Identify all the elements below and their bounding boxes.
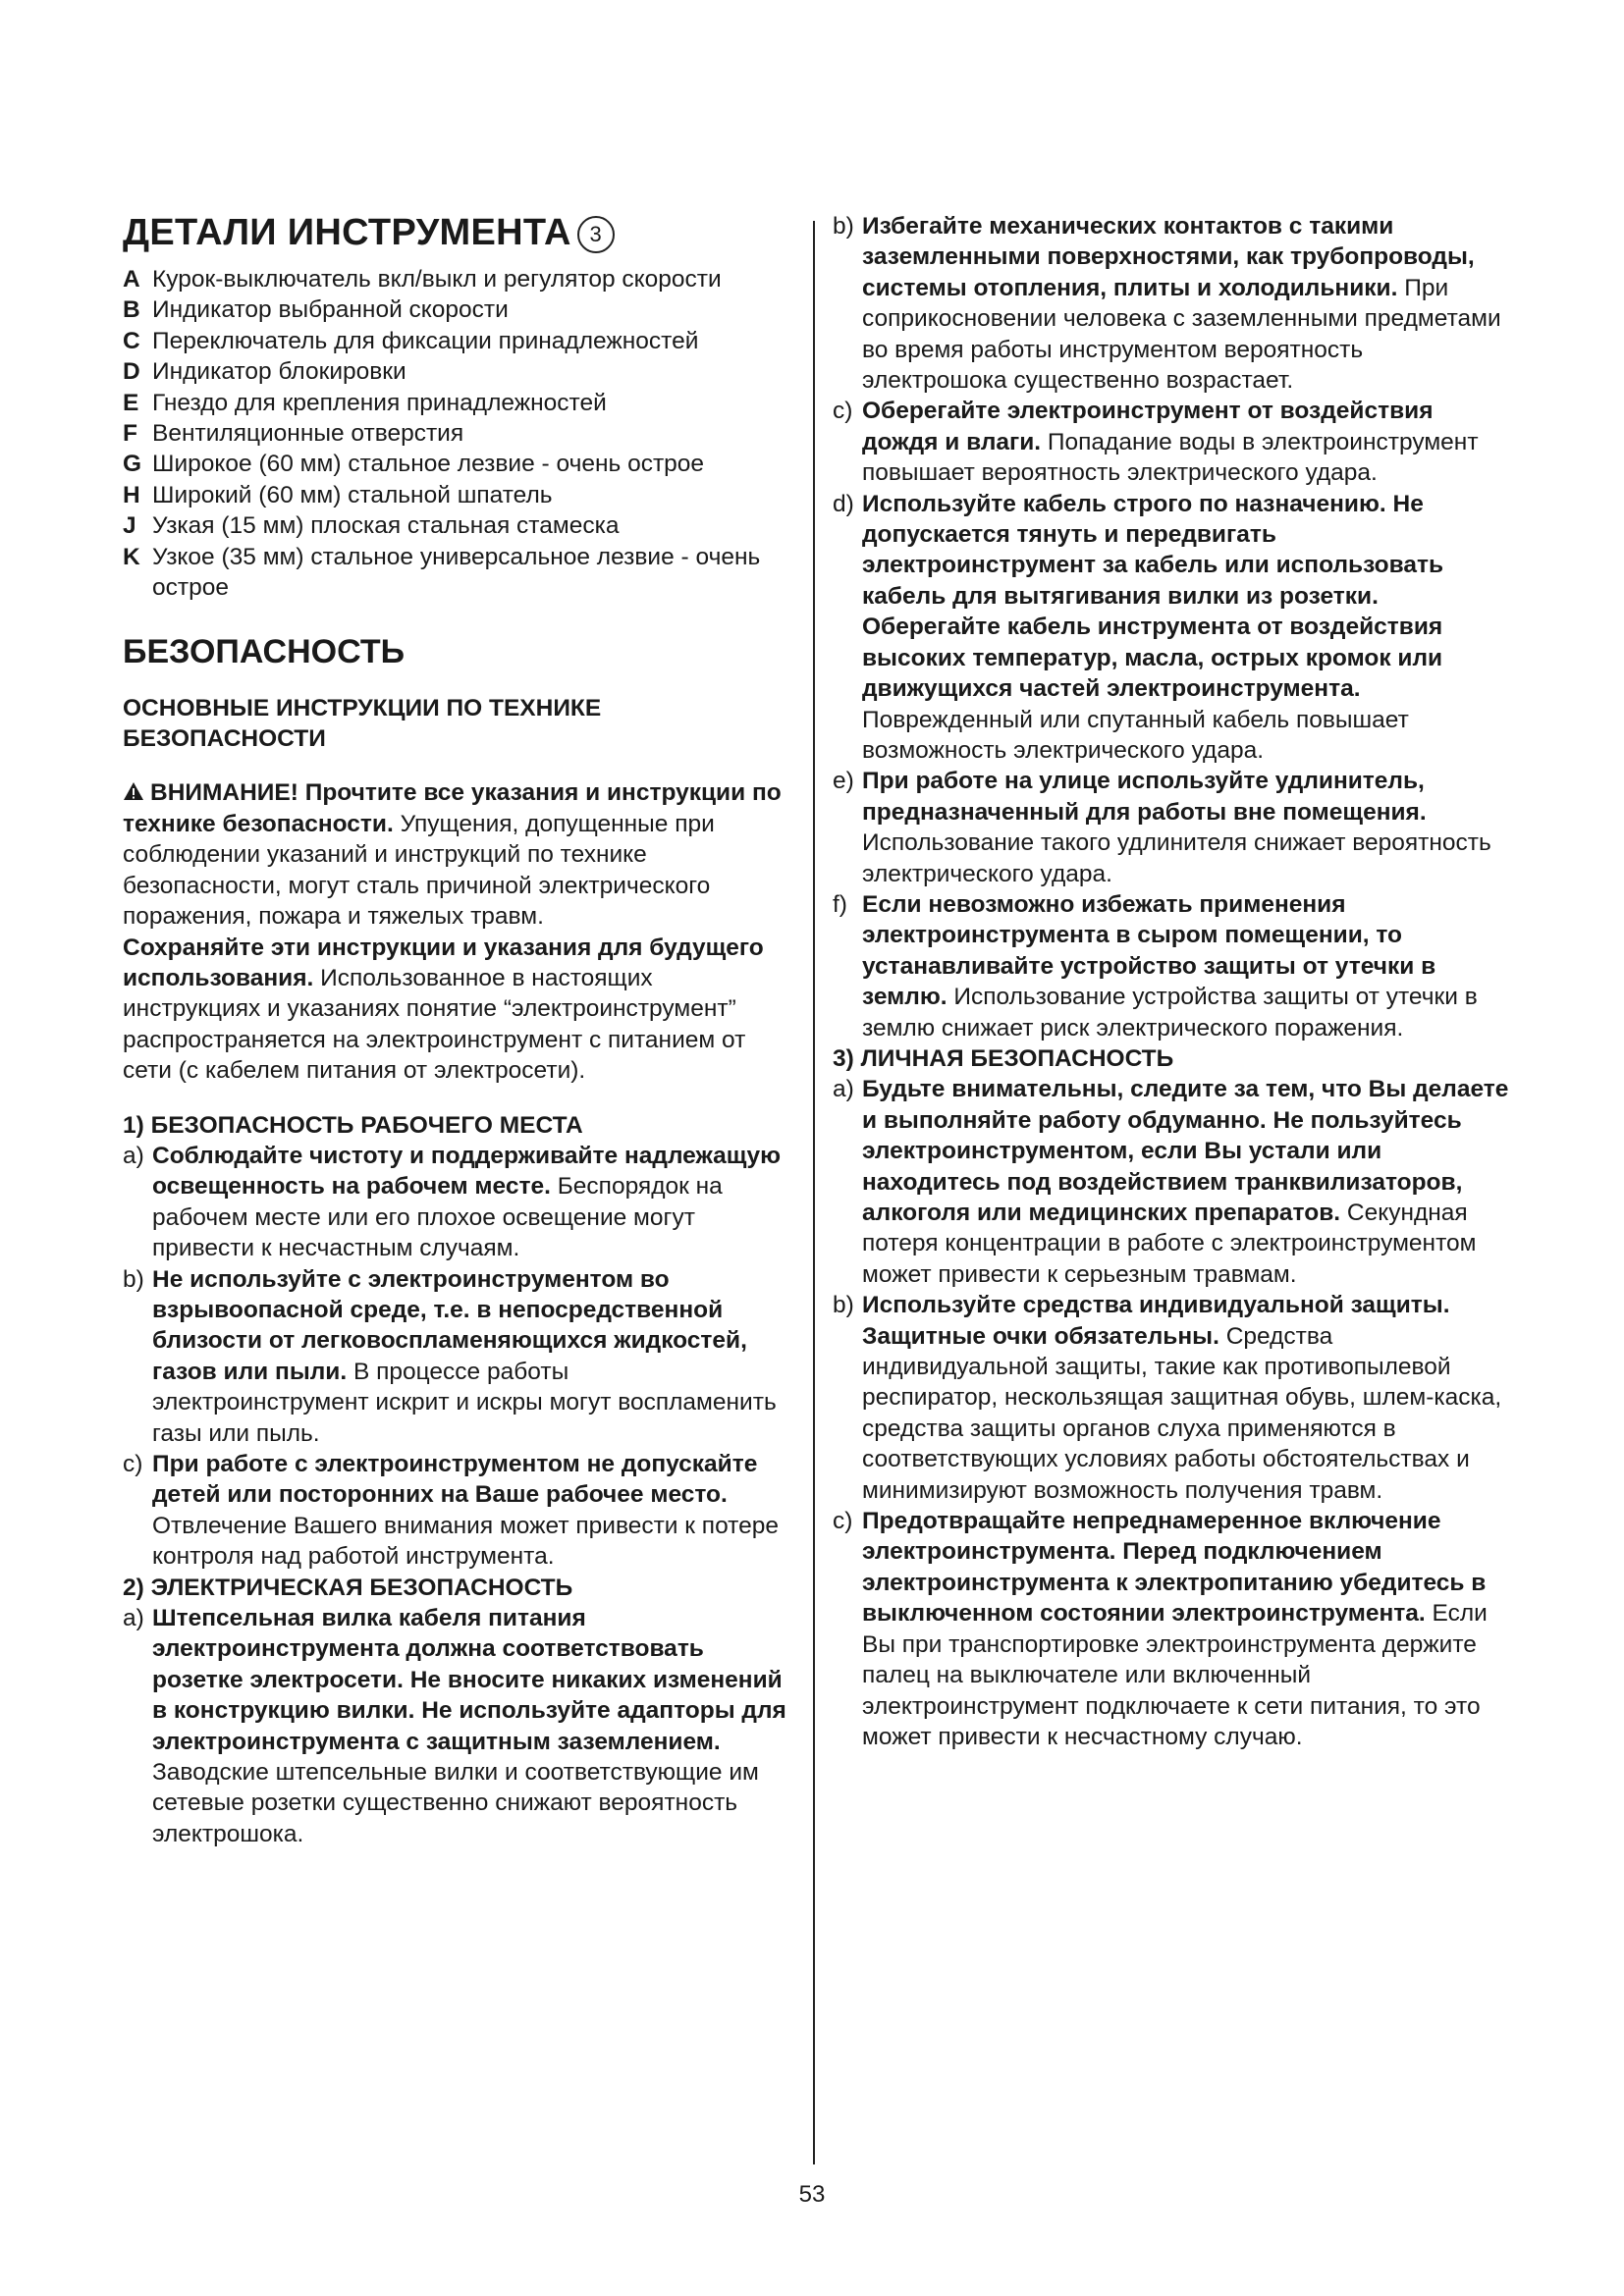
- list-item: d) Используйте кабель строго по назначению. Не допускается тянуть и передвигать электроинструмент за кабель или использовать кабель для вытягивания вилки из розетки. Оберегайте кабель инструмента от воздействия высоких температур, масла, острых кромок или движущихся частей электроинструмента. Поврежденный или спутанный кабель повышает возможность электрического удара.: [833, 490, 1444, 764]
- list-item: b) Не используйте с электроинструментом во взрывоопасной среде, т.е. в непосредственной близости от легковоспламеняющихся жидкостей, газов или пыли. В процессе работы электроинструмент искрит и искры могут воспламенить газы или пыль.: [123, 1265, 777, 1447]
- list-item: a) Будьте внимательны, следите за тем, что Вы делаете и выполняйте работу обдуманно. Не пользуйтесь электроинструментом, если Вы устали или находитесь под воздействием транквилизаторов, алкоголя или медицинских препаратов. Секундная потеря концентрации в работе с электроинструментом может привести к серьезным травмам.: [833, 1076, 1509, 1288]
- save-paragraph: Сохраняйте эти инструкции и указания для будущего использования. Использованное в настоящих инструкциях и указаниях понятие “электроинструмент” распространяется на электроинструмент с питанием от сети (с кабелем питания от электросети).: [123, 934, 764, 1085]
- left-column: [123, 211, 790, 1849]
- list-item: H Широкий (60 мм) стальной шпатель: [123, 481, 553, 508]
- electrical-heading: 2) ЭЛЕКТРИЧЕСКАЯ БЕЗОПАСНОСТЬ: [123, 1574, 573, 1601]
- list-item: b) Избегайте механических контактов с такими заземленными поверхностями, как трубопроводы, системы отопления, плиты и холодильники. При соприкосновении человека с заземленными предметами во время работы инструментом вероятность электрошока существенно возрастает.: [833, 213, 1501, 395]
- list-item: A Курок-выключатель вкл/выкл и регулятор скорости: [123, 266, 722, 293]
- list-item: E Гнездо для крепления принадлежностей: [123, 389, 607, 416]
- list-item: C Переключатель для фиксации принадлежностей: [123, 327, 699, 354]
- list-item: F Вентиляционные отверстия: [123, 420, 464, 448]
- page-number: 53: [798, 2181, 826, 2208]
- list-item: c) Предотвращайте непреднамеренное включение электроинструмента. Перед подключением электроинструмента к электропитанию убедитесь в выключенном состоянии электроинструмента. Если Вы при транспортировке электроинструмента держите палец на выключателе или включенный электроинструмент подключаете к сети питания, то это может привести к несчастному случаю.: [833, 1508, 1488, 1750]
- right-column: [833, 211, 1510, 1752]
- list-item: f) Если невозможно избежать применения электроинструмента в сыром помещении, то устанавливайте устройство защиты от утечки в землю. Использование устройства защиты от утечки в землю снижает риск электрического поражения.: [833, 890, 1478, 1041]
- parts-list: [123, 264, 790, 603]
- warning-triangle-icon: [123, 781, 144, 801]
- list-item: b) Используйте средства индивидуальной защиты. Защитные очки обязательны. Средства индивидуальной защиты, такие как противопылевой респиратор, нескользящая защитная обувь, шлем-каска, средства защиты органов слуха применяются в соответствующих условиях работы обстоятельствах и минимизируют возможность получения травм.: [833, 1292, 1502, 1504]
- warning-paragraph: ВНИМАНИЕ! Прочтите все указания и инструкции по технике безопасности. Упущения, допущенные при соблюдении указаний и инструкций по технике безопасности, могут сталь причиной электрического поражения, пожара и тяжелых травм.: [123, 779, 782, 931]
- parts-title: ДЕТАЛИ ИНСТРУМЕНТА 3: [123, 211, 790, 254]
- list-item: D Индикатор блокировки: [123, 358, 406, 386]
- work-area-heading: 1) БЕЗОПАСНОСТЬ РАБОЧЕГО МЕСТА: [123, 1111, 583, 1139]
- safety-subtitle: ОСНОВНЫЕ ИНСТРУКЦИИ ПО ТЕХНИКЕ БЕЗОПАСНОСТИ: [123, 695, 602, 753]
- personal-heading: 3) ЛИЧНАЯ БЕЗОПАСНОСТЬ: [833, 1044, 1174, 1072]
- safety-title: БЕЗОПАСНОСТЬ: [123, 633, 406, 671]
- list-item: B Индикатор выбранной скорости: [123, 296, 509, 324]
- figure-ref-badge: 3: [577, 216, 615, 253]
- list-item: a) Соблюдайте чистоту и поддерживайте надлежащую освещенность на рабочем месте. Беспорядок на рабочем месте или его плохое освещение могут привести к несчастным случаям.: [123, 1142, 782, 1262]
- column-divider: [813, 221, 815, 2164]
- list-item: a) Штепсельная вилка кабеля питания электроинструмента должна соответствовать розетке электросети. Не вносите никаких изменений в конструкцию вилки. Не используйте адапторы для электроинструмента с защитным заземлением. Заводские штепсельные вилки и соответствующие им сетевые розетки существенно снижают вероятность электрошока.: [123, 1605, 786, 1847]
- list-item: G Широкое (60 мм) стальное лезвие - очень острое: [123, 451, 705, 478]
- list-item: e) При работе на улице используйте удлинитель, предназначенный для работы вне помещения. Использование такого удлинителя снижает вероятность электрического удара.: [833, 768, 1491, 887]
- list-item: c) Оберегайте электроинструмент от воздействия дождя и влаги. Попадание воды в электроинструмент повышает вероятность электрического удара.: [833, 398, 1479, 487]
- list-item: K Узкое (35 мм) стальное универсальное лезвие - очень острое: [123, 543, 761, 602]
- list-item: J Узкая (15 мм) плоская стальная стамеска: [123, 512, 620, 540]
- list-item: c) При работе с электроинструментом не допускайте детей или посторонних на Ваше рабочее место. Отвлечение Вашего внимания может привести к потере контроля над работой инструмента.: [123, 1451, 779, 1571]
